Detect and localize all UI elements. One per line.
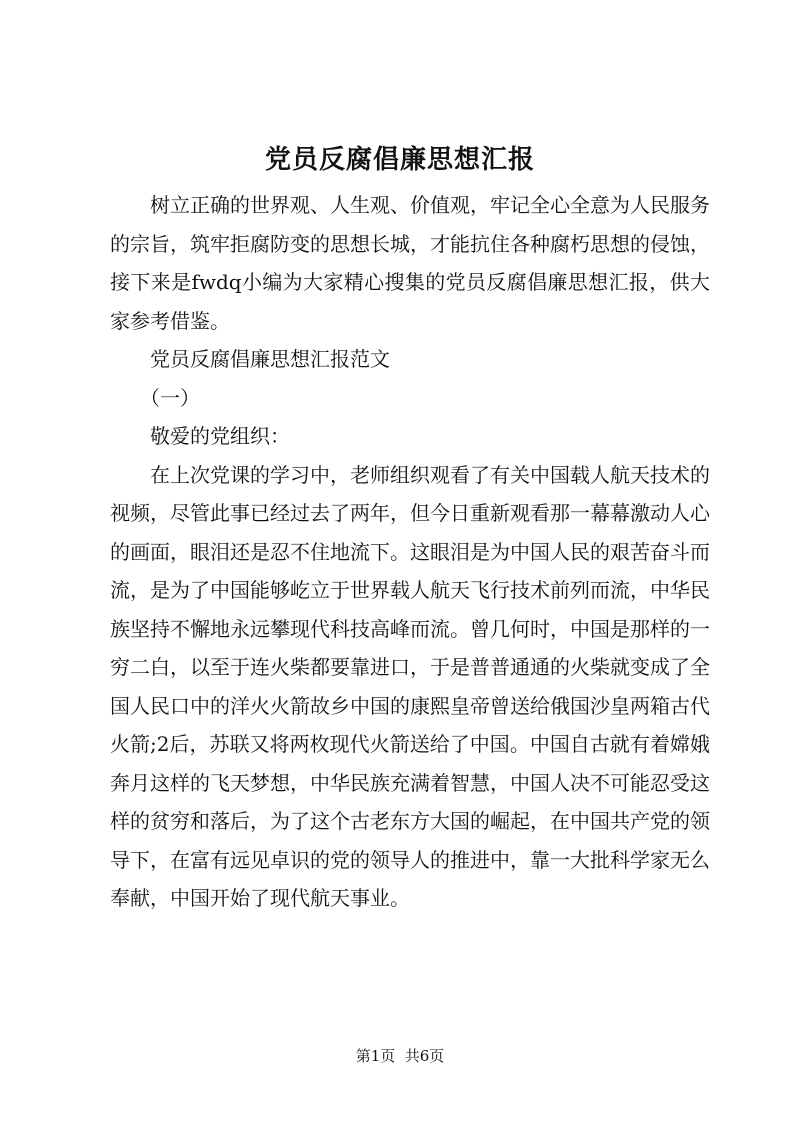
section-number: （一） [140,385,200,410]
page-number-label: 第1页 共6页 [355,1047,445,1065]
salutation: 敬爱的党组织： [150,424,290,448]
body-paragraph: 在上次党课的学习中，老师组织观看了有关中国载人航天技术的视频，尽管此事已经过去了两年，但今日重新观看那一幕幕激动人心的画面，眼泪还是忍不住地流下。这眼泪是为中国人民的艰苦奋斗而流，是为了中国能够屹立于世界载人航天飞行技术前列而流，中华民族坚持不懈地永远攀现代科技高峰而流。曾几何时，中国是那样的一穷二白，以至于连火柴都要靠进口，于是普普通通的火柴就变成了全国人民口中的洋火火箭故乡中国的康熙皇帝曾送给俄国沙皇两箱古代火箭;2后，苏联又将两枚现代火箭送给了中国。中国自古就有着嫦娥奔月这样的飞天梦想，中华民族充满着智慧，中国人决不可能忍受这样的贫穷和落后，为了这个古老东方大国的崛起，在中国共产党的领导下，在富有远见卓识的党的领导人的推进中，靠一大批科学家无么奉献，中国开始了现代航天事业。 [110,462,710,910]
document-body [110,186,710,918]
section-title: 党员反腐倡廉思想汇报范文 [150,347,390,371]
page-footer [0,1046,800,1066]
document-title: 党员反腐倡廉思想汇报 [264,145,535,175]
intro-paragraph: 树立正确的世界观、人生观、价值观，牢记全心全意为人民服务的宗旨，筑牢拒腐防变的思想长城，才能抗住各种腐朽思想的侵蚀，接下来是fwdq小编为大家精心搜集的党员反腐倡廉思想汇报，供大家参考借鉴。 [110,193,710,333]
